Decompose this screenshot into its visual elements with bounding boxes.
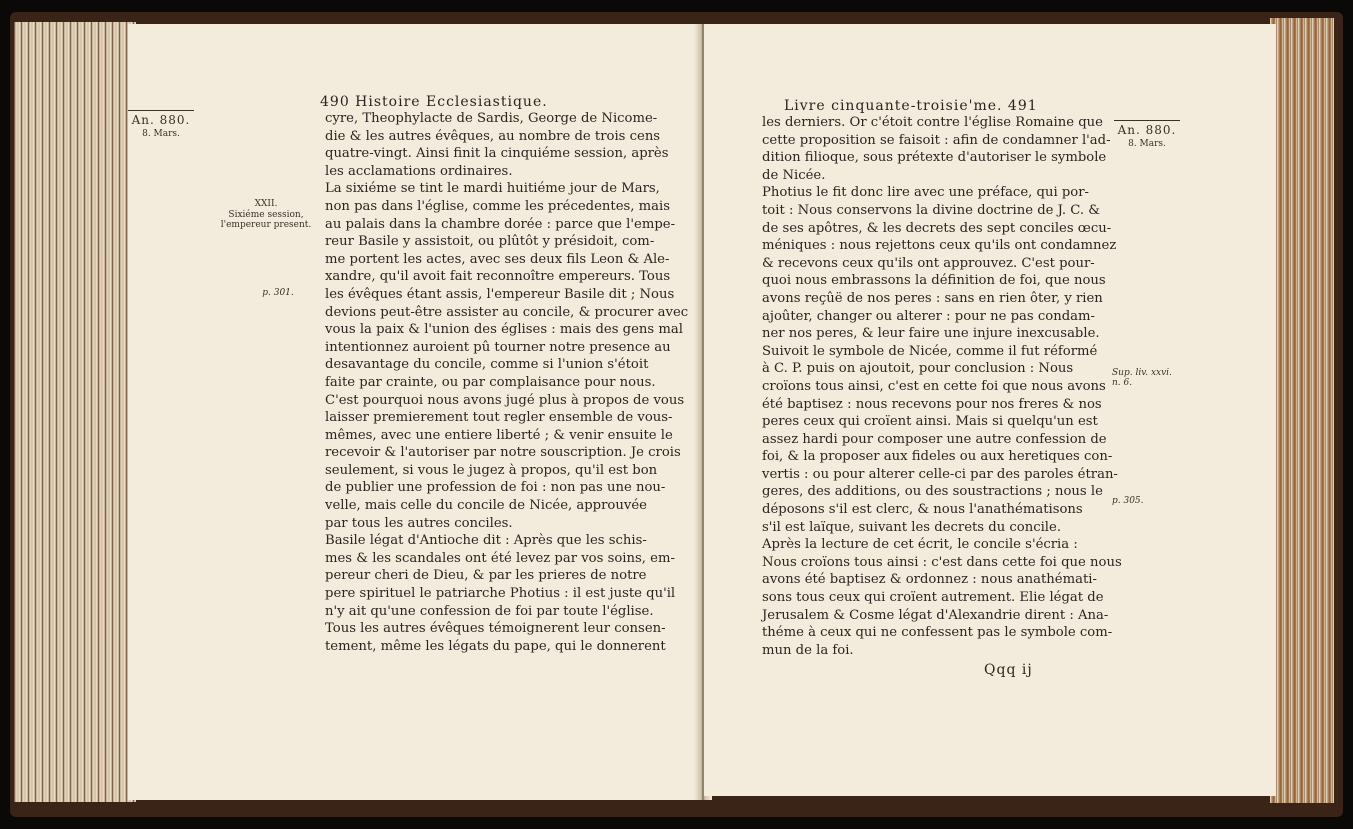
signature-mark: Qqq ij: [984, 662, 1033, 678]
text-line: quoi nous embrassons la définition de foi, que nous: [762, 273, 1106, 289]
left-margin-section-block: [216, 199, 316, 230]
text-line: Suivoit le symbole de Nicée, comme il fut réformé: [762, 343, 1098, 359]
right-margin-ref-sup: Sup. liv. xxvi. n. 6.: [1112, 368, 1172, 388]
text-line: théme à ceux qui ne confessent pas le symbole com-: [762, 625, 1113, 641]
text-line: seulement, si vous le jugez à propos, qu'il est bon: [325, 462, 658, 478]
text-line: desavantage du concile, comme si l'union s'étoit: [325, 357, 649, 373]
text-line: cette proposition se faisoit : afin de condamner l'ad-: [762, 132, 1111, 148]
text-line: vertis : ou pour alterer celle-ci par des paroles étran-: [762, 466, 1118, 482]
text-line: sons tous ceux qui croïent autrement. Elie légat de: [762, 590, 1104, 606]
left-margin-ref: p. 301.: [262, 288, 294, 298]
text-line: pere spirituel le patriarche Photius : il est juste qu'il: [325, 586, 676, 602]
text-line: mes & les scandales ont été levez par vos soins, em-: [325, 550, 675, 566]
text-line: de ses apôtres, & les decrets des sept conciles œcu-: [762, 220, 1112, 236]
text-line: velle, mais celle du concile de Nicée, approuvée: [325, 498, 647, 514]
text-line: mêmes, avec une entiere liberté ; & venir ensuite le: [325, 427, 673, 443]
text-line: été baptisez : nous recevons pour nos freres & nos: [762, 396, 1102, 412]
margin-date: 8. Mars.: [142, 129, 180, 139]
text-line: de Nicée.: [762, 167, 826, 183]
left-page: [128, 24, 698, 800]
margin-date: 8. Mars.: [1128, 139, 1166, 149]
right-page-edges: [1270, 18, 1334, 803]
text-line: dition filioque, sous prétexte d'autoriser le symbole: [762, 150, 1107, 166]
text-line: devions peut-être assister au concile, & procurer avec: [325, 304, 689, 320]
text-line: C'est pourquoi nous avons jugé plus à propos de vous: [325, 392, 685, 408]
text-line: foi, & la proposer aux fideles ou aux heretiques con-: [762, 449, 1113, 465]
left-body-text: [325, 110, 689, 655]
text-line: au palais dans la chambre dorée : parce que l'empe-: [325, 216, 676, 232]
text-line: pereur cheri de Dieu, & par les prieres de notre: [325, 568, 647, 584]
text-line: toit : Nous conservons la divine doctrine de J. C. &: [762, 202, 1101, 218]
text-line: geres, des additions, ou des soustractions ; nous le: [762, 484, 1103, 500]
left-running-header: 490 Histoire Ecclesiastique.: [320, 94, 548, 110]
margin-rule: [1114, 120, 1180, 121]
text-line: les acclamations ordinaires.: [325, 163, 513, 179]
text-line: quatre-vingt. Ainsi finit la cinquiéme session, après: [325, 146, 669, 162]
text-line: croïons tous ainsi, c'est en cette foi que nous avons: [762, 378, 1106, 394]
margin-year: An. 880.: [1117, 123, 1177, 137]
text-line: n'y ait qu'une confession de foi par toute l'église.: [325, 603, 654, 619]
text-line: mun de la foi.: [762, 642, 854, 658]
left-margin-year-block: [128, 110, 194, 139]
text-line: à C. P. puis on ajoutoit, pour conclusion : Nous: [762, 361, 1074, 377]
text-line: Jerusalem & Cosme légat d'Alexandrie dirent : Ana-: [762, 607, 1109, 623]
text-line: non pas dans l'église, comme les précedentes, mais: [325, 198, 671, 214]
text-line: faite par crainte, ou par complaisance pour nous.: [325, 374, 656, 390]
text-line: de publier une profession de foi : non pas une nou-: [325, 480, 666, 496]
margin-section-number: XXII.: [254, 199, 278, 209]
margin-rule: [128, 110, 194, 111]
text-line: Après la lecture de cet écrit, le concile s'écria :: [762, 537, 1078, 553]
right-body-text: [762, 114, 1122, 659]
text-line: die & les autres évêques, au nombre de trois cens: [325, 128, 661, 144]
text-line: par tous les autres conciles.: [325, 515, 513, 531]
text-line: tement, même les légats du pape, qui le donnerent: [325, 638, 666, 654]
text-line: les derniers. Or c'étoit contre l'église Romaine que: [762, 115, 1103, 130]
text-line: Nous croïons tous ainsi : c'est dans cette foi que nous: [762, 554, 1122, 570]
text-line: laisser premierement tout regler ensemble de vous-: [325, 410, 673, 426]
text-line: déposons s'il est clerc, & nous l'anathématisons: [762, 502, 1083, 518]
right-margin-ref-page: p. 305.: [1112, 496, 1144, 506]
text-line: avons reçûë de nos peres : sans en rien ôter, y rien: [762, 290, 1103, 306]
text-line: ner nos peres, & leur faire une injure inexcusable.: [762, 326, 1100, 342]
text-line: La sixiéme se tint le mardi huitiéme jour de Mars,: [325, 181, 660, 197]
text-line: s'il est laïque, suivant les decrets du concile.: [762, 519, 1062, 535]
text-line: avons été baptisez & ordonnez : nous anathémati-: [762, 572, 1097, 588]
text-line: ajoûter, changer ou alterer : pour ne pas condam-: [762, 308, 1095, 324]
text-line: xandre, qu'il avoit fait reconnoître empereurs. Tous: [325, 269, 671, 285]
text-line: peres ceux qui croïent ainsi. Mais si quelqu'un est: [762, 414, 1098, 430]
margin-year: An. 880.: [131, 113, 191, 127]
right-page: [704, 24, 1276, 796]
text-line: Basile légat d'Antioche dit : Après que les schis-: [325, 533, 647, 549]
text-line: cyre, Theophylacte de Sardis, George de Nicome-: [325, 111, 658, 126]
text-line: intentionnez auroient pû tourner notre presence au: [325, 339, 671, 355]
text-line: vous la paix & l'union des églises : mais des gens mal: [325, 322, 683, 338]
text-line: me portent les actes, avec ses deux fils Leon & Ale-: [325, 251, 670, 267]
right-margin-year-block: [1114, 120, 1180, 149]
text-line: méniques : nous rejettons ceux qu'ils ont condamnez: [762, 238, 1117, 254]
text-line: Photius le fit donc lire avec une préface, qui por-: [762, 185, 1089, 201]
text-line: Tous les autres évêques témoignerent leur consen-: [325, 621, 666, 637]
text-line: & recevons ceux qu'ils ont approuvez. C'est pour-: [762, 255, 1095, 271]
text-line: recevoir & l'autoriser par notre souscription. Je crois: [325, 445, 681, 461]
margin-section-note: Sixiéme session, l'empereur present.: [220, 210, 312, 230]
text-line: reur Basile y assistoit, ou plûtôt y présidoit, com-: [325, 234, 655, 250]
text-line: les évêques étant assis, l'empereur Basile dit ; Nous: [325, 286, 675, 302]
right-running-header: Livre cinquante-troisie'me. 491: [784, 98, 1038, 114]
text-line: assez hardi pour composer une autre confession de: [762, 431, 1107, 447]
left-page-edges: [14, 22, 136, 802]
